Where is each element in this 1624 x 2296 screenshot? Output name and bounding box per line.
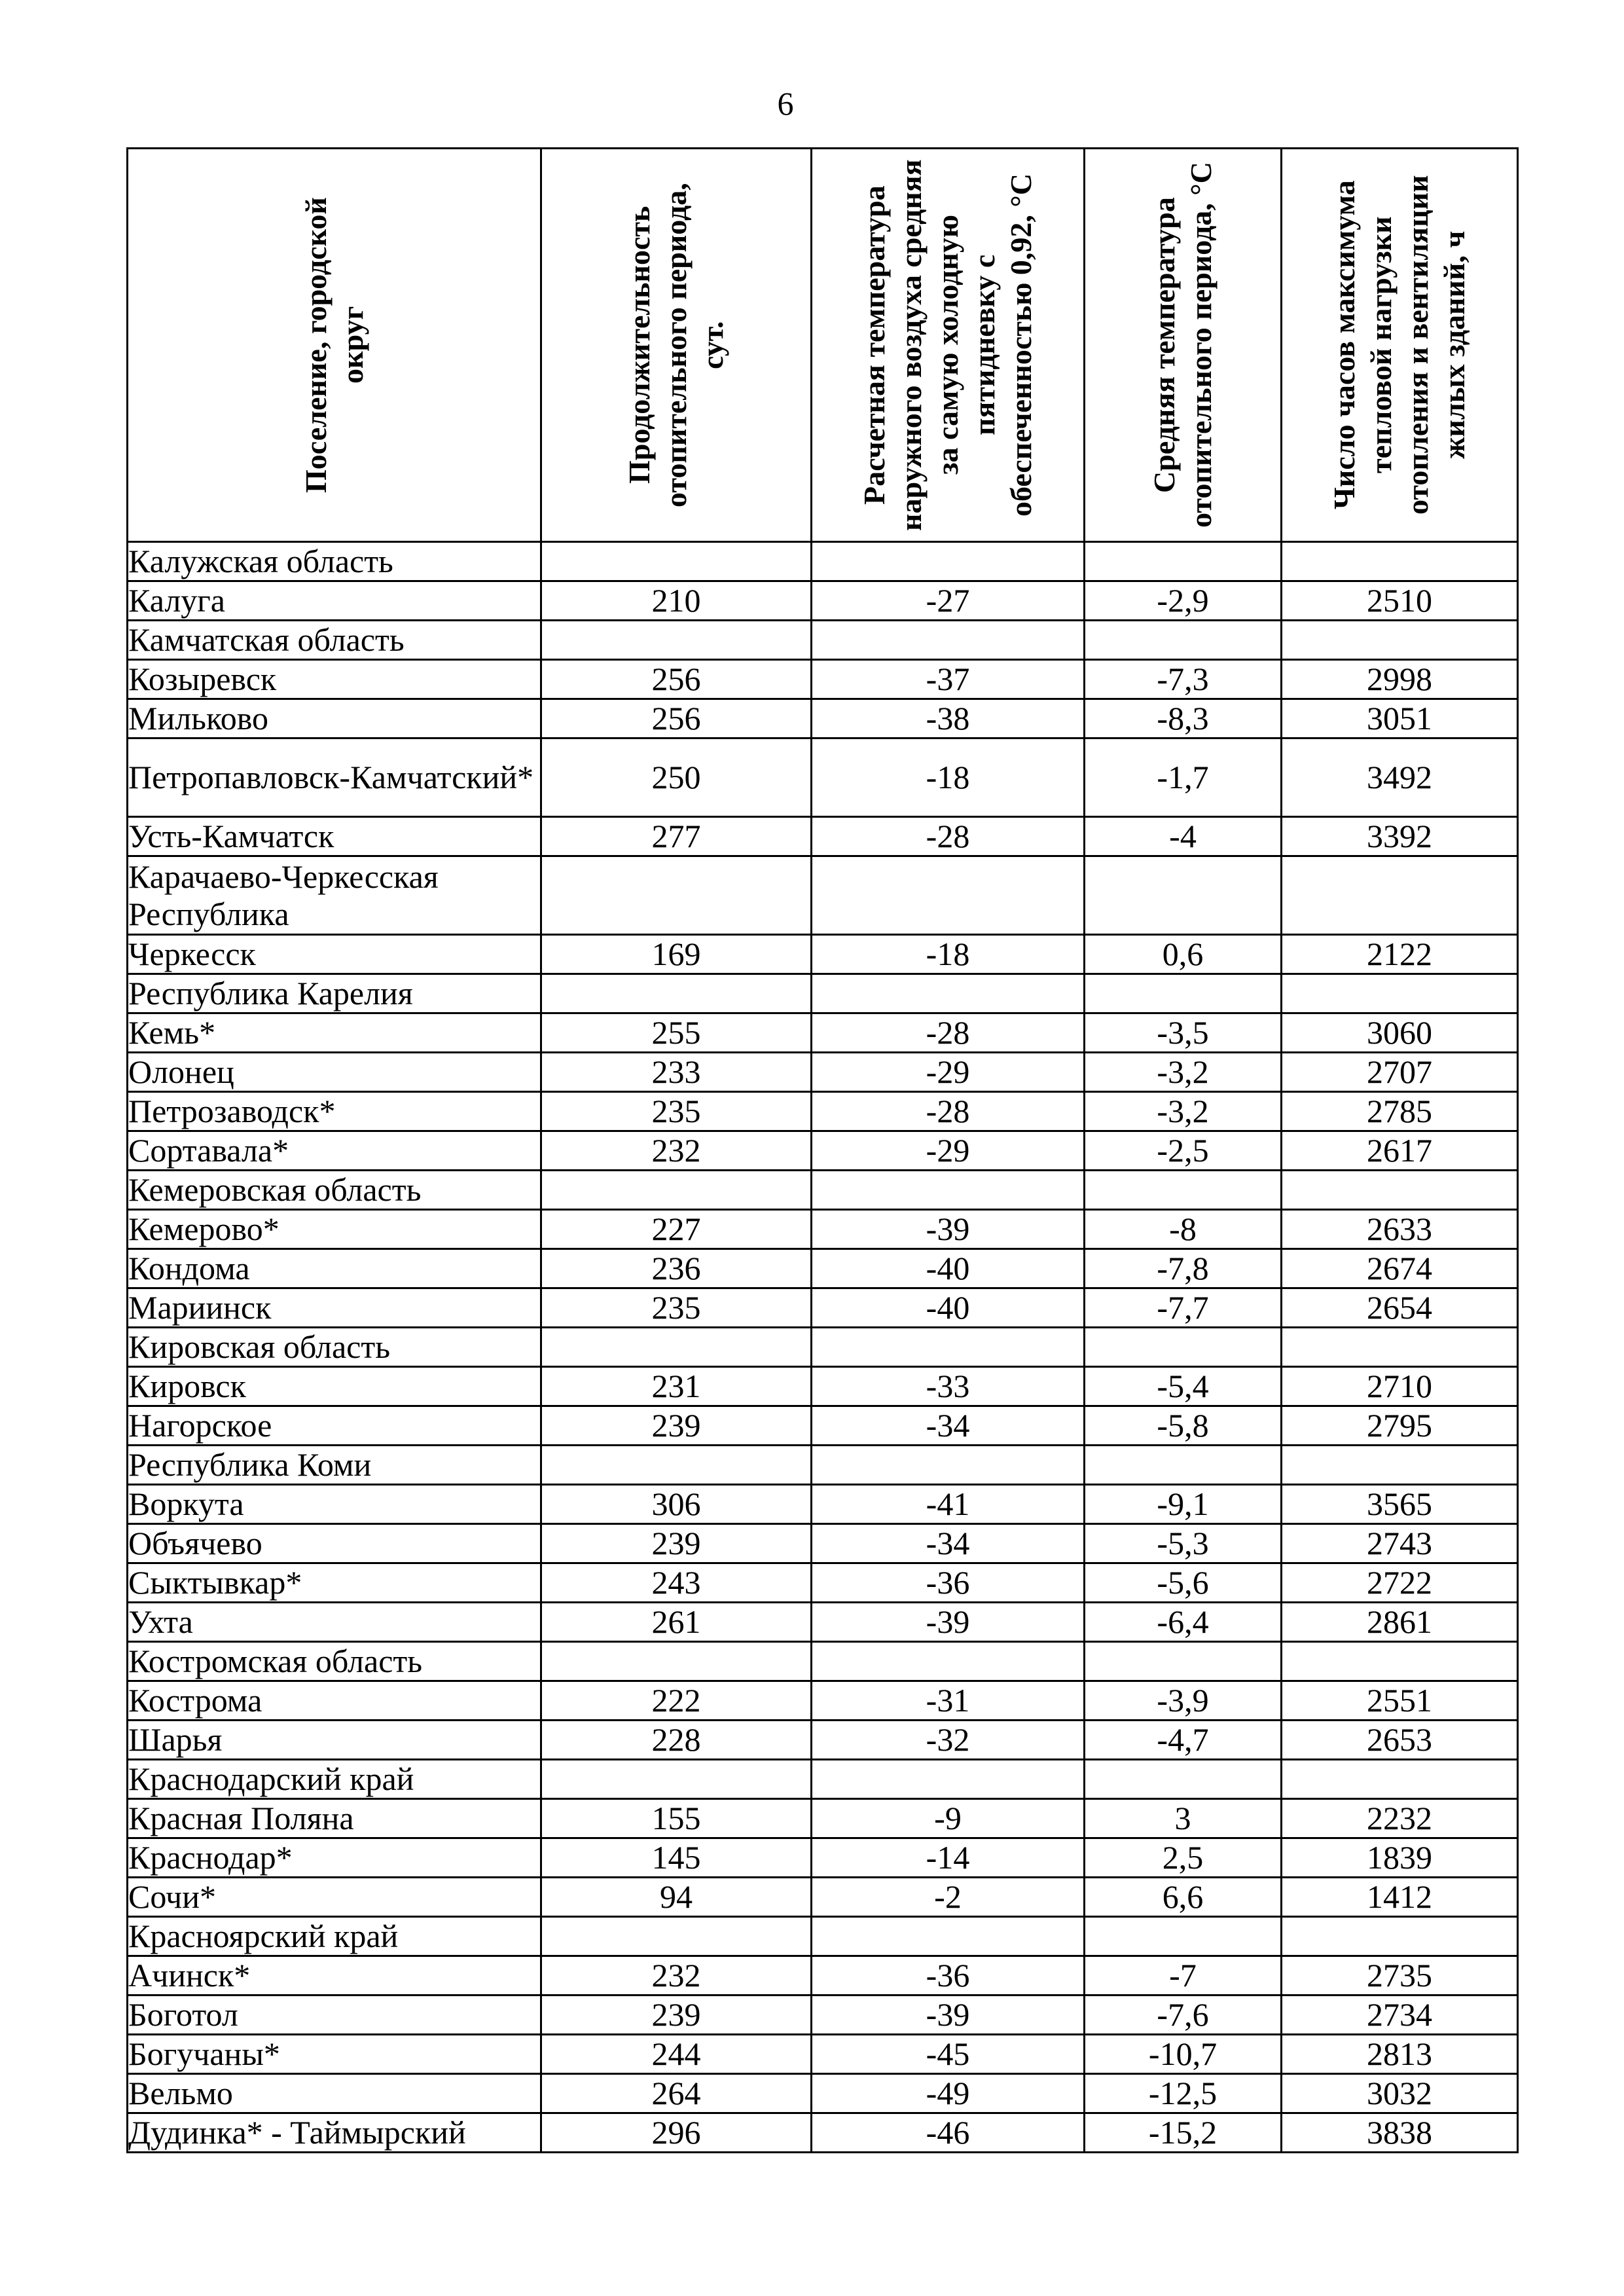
table-row bbox=[128, 1210, 1518, 1249]
settlement-cell: Сыктывкар* bbox=[128, 1563, 541, 1603]
region-row bbox=[128, 1171, 1518, 1210]
design-temperature-cell: -39 bbox=[812, 1210, 1085, 1249]
average-temperature-cell: -6,4 bbox=[1085, 1603, 1282, 1642]
max-load-hours-cell: 1412 bbox=[1282, 1878, 1518, 1917]
max-load-hours-cell bbox=[1282, 1328, 1518, 1367]
design-temperature-cell: -36 bbox=[812, 1563, 1085, 1603]
settlement-cell: Калуга bbox=[128, 581, 541, 621]
average-temperature-cell bbox=[1085, 1642, 1282, 1681]
table-row bbox=[128, 1367, 1518, 1406]
settlement-cell: Кострома bbox=[128, 1681, 541, 1721]
table-row bbox=[128, 1956, 1518, 1995]
max-load-hours-cell: 2232 bbox=[1282, 1799, 1518, 1838]
max-load-hours-cell: 3838 bbox=[1282, 2113, 1518, 2153]
design-temperature-cell: -31 bbox=[812, 1681, 1085, 1721]
design-temperature-cell bbox=[812, 542, 1085, 581]
duration-cell: 296 bbox=[541, 2113, 812, 2153]
design-temperature-cell: -40 bbox=[812, 1249, 1085, 1288]
average-temperature-cell: -7,6 bbox=[1085, 1995, 1282, 2035]
settlement-cell: Калужская область bbox=[128, 542, 541, 581]
average-temperature-cell: -4 bbox=[1085, 817, 1282, 856]
table-row bbox=[128, 2113, 1518, 2153]
max-load-hours-cell: 2674 bbox=[1282, 1249, 1518, 1288]
settlement-cell: Шарья bbox=[128, 1721, 541, 1760]
average-temperature-cell: -2,5 bbox=[1085, 1131, 1282, 1171]
max-load-hours-cell bbox=[1282, 621, 1518, 660]
duration-cell: 94 bbox=[541, 1878, 812, 1917]
max-load-hours-cell: 2861 bbox=[1282, 1603, 1518, 1642]
average-temperature-cell bbox=[1085, 1446, 1282, 1485]
region-row bbox=[128, 1642, 1518, 1681]
max-load-hours-cell: 2795 bbox=[1282, 1406, 1518, 1446]
duration-cell: 169 bbox=[541, 935, 812, 974]
settlement-cell: Кировск bbox=[128, 1367, 541, 1406]
average-temperature-cell: -1,7 bbox=[1085, 738, 1282, 817]
average-temperature-cell bbox=[1085, 856, 1282, 935]
average-temperature-cell: -15,2 bbox=[1085, 2113, 1282, 2153]
design-temperature-cell: -36 bbox=[812, 1956, 1085, 1995]
average-temperature-cell: -5,6 bbox=[1085, 1563, 1282, 1603]
max-load-hours-cell: 2653 bbox=[1282, 1721, 1518, 1760]
header-average-temperature: Средняя температура отопительного периода, °С bbox=[1085, 149, 1282, 542]
max-load-hours-cell: 2785 bbox=[1282, 1092, 1518, 1131]
settlement-cell: Воркута bbox=[128, 1485, 541, 1524]
table-row bbox=[128, 2035, 1518, 2074]
duration-cell: 239 bbox=[541, 1406, 812, 1446]
settlement-cell: Мариинск bbox=[128, 1288, 541, 1328]
design-temperature-cell: -40 bbox=[812, 1288, 1085, 1328]
design-temperature-cell: -29 bbox=[812, 1053, 1085, 1092]
table-row bbox=[128, 1249, 1518, 1288]
design-temperature-cell bbox=[812, 1446, 1085, 1485]
design-temperature-cell: -29 bbox=[812, 1131, 1085, 1171]
average-temperature-cell bbox=[1085, 621, 1282, 660]
settlement-cell: Республика Карелия bbox=[128, 974, 541, 1013]
average-temperature-cell: -7,3 bbox=[1085, 660, 1282, 699]
settlement-cell: Костромская область bbox=[128, 1642, 541, 1681]
average-temperature-cell: -3,2 bbox=[1085, 1053, 1282, 1092]
duration-cell: 233 bbox=[541, 1053, 812, 1092]
duration-cell: 239 bbox=[541, 1524, 812, 1563]
table-row bbox=[128, 1406, 1518, 1446]
settlement-cell: Республика Коми bbox=[128, 1446, 541, 1485]
design-temperature-cell bbox=[812, 1642, 1085, 1681]
region-row bbox=[128, 1917, 1518, 1956]
average-temperature-cell: -3,9 bbox=[1085, 1681, 1282, 1721]
design-temperature-cell: -33 bbox=[812, 1367, 1085, 1406]
average-temperature-cell: -4,7 bbox=[1085, 1721, 1282, 1760]
settlement-cell: Богучаны* bbox=[128, 2035, 541, 2074]
region-row bbox=[128, 621, 1518, 660]
max-load-hours-cell: 3492 bbox=[1282, 738, 1518, 817]
region-row bbox=[128, 856, 1518, 935]
max-load-hours-cell bbox=[1282, 542, 1518, 581]
max-load-hours-cell: 2617 bbox=[1282, 1131, 1518, 1171]
settlement-cell: Карачаево-Черкесская Республика bbox=[128, 856, 541, 935]
max-load-hours-cell: 2551 bbox=[1282, 1681, 1518, 1721]
duration-cell: 235 bbox=[541, 1288, 812, 1328]
table-row bbox=[128, 660, 1518, 699]
average-temperature-cell: -7,8 bbox=[1085, 1249, 1282, 1288]
design-temperature-cell: -18 bbox=[812, 738, 1085, 817]
design-temperature-cell: -34 bbox=[812, 1524, 1085, 1563]
duration-cell: 306 bbox=[541, 1485, 812, 1524]
duration-cell bbox=[541, 1446, 812, 1485]
table-row bbox=[128, 1524, 1518, 1563]
duration-cell: 264 bbox=[541, 2074, 812, 2113]
table-row bbox=[128, 1131, 1518, 1171]
max-load-hours-cell: 3060 bbox=[1282, 1013, 1518, 1053]
duration-cell: 243 bbox=[541, 1563, 812, 1603]
table-row bbox=[128, 1838, 1518, 1878]
duration-cell: 261 bbox=[541, 1603, 812, 1642]
table-row bbox=[128, 1013, 1518, 1053]
max-load-hours-cell: 2510 bbox=[1282, 581, 1518, 621]
settlement-cell: Ачинск* bbox=[128, 1956, 541, 1995]
settlement-cell: Петропавловск-Камчатский* bbox=[128, 738, 541, 817]
duration-cell bbox=[541, 1760, 812, 1799]
settlement-cell: Красная Поляна bbox=[128, 1799, 541, 1838]
design-temperature-cell: -41 bbox=[812, 1485, 1085, 1524]
max-load-hours-cell: 2998 bbox=[1282, 660, 1518, 699]
settlement-cell: Ухта bbox=[128, 1603, 541, 1642]
average-temperature-cell: -12,5 bbox=[1085, 2074, 1282, 2113]
duration-cell: 227 bbox=[541, 1210, 812, 1249]
region-row bbox=[128, 542, 1518, 581]
settlement-cell: Усть-Камчатск bbox=[128, 817, 541, 856]
design-temperature-cell bbox=[812, 621, 1085, 660]
settlement-cell: Кондома bbox=[128, 1249, 541, 1288]
duration-cell bbox=[541, 1917, 812, 1956]
design-temperature-cell bbox=[812, 1171, 1085, 1210]
duration-cell: 277 bbox=[541, 817, 812, 856]
max-load-hours-cell bbox=[1282, 1446, 1518, 1485]
average-temperature-cell: -7,7 bbox=[1085, 1288, 1282, 1328]
duration-cell: 228 bbox=[541, 1721, 812, 1760]
settlement-cell: Нагорское bbox=[128, 1406, 541, 1446]
table-row bbox=[128, 1563, 1518, 1603]
duration-cell: 244 bbox=[541, 2035, 812, 2074]
average-temperature-cell bbox=[1085, 1328, 1282, 1367]
table-row bbox=[128, 738, 1518, 817]
design-temperature-cell: -27 bbox=[812, 581, 1085, 621]
design-temperature-cell: -38 bbox=[812, 699, 1085, 738]
settlement-cell: Сортавала* bbox=[128, 1131, 541, 1171]
table-body bbox=[128, 542, 1518, 2153]
average-temperature-cell: -5,4 bbox=[1085, 1367, 1282, 1406]
settlement-cell: Красноярский край bbox=[128, 1917, 541, 1956]
average-temperature-cell: -3,2 bbox=[1085, 1092, 1282, 1131]
design-temperature-cell bbox=[812, 856, 1085, 935]
average-temperature-cell: 3 bbox=[1085, 1799, 1282, 1838]
max-load-hours-cell: 2735 bbox=[1282, 1956, 1518, 1995]
header-duration: Продолжительность отопительного периода, сут. bbox=[541, 149, 812, 542]
settlement-cell: Кировская область bbox=[128, 1328, 541, 1367]
average-temperature-cell bbox=[1085, 542, 1282, 581]
design-temperature-cell: -14 bbox=[812, 1838, 1085, 1878]
design-temperature-cell: -37 bbox=[812, 660, 1085, 699]
design-temperature-cell: -46 bbox=[812, 2113, 1085, 2153]
duration-cell bbox=[541, 1171, 812, 1210]
table-row bbox=[128, 1092, 1518, 1131]
table-row bbox=[128, 1681, 1518, 1721]
max-load-hours-cell: 2707 bbox=[1282, 1053, 1518, 1092]
average-temperature-cell bbox=[1085, 974, 1282, 1013]
duration-cell bbox=[541, 974, 812, 1013]
design-temperature-cell: -34 bbox=[812, 1406, 1085, 1446]
header-max-load-hours: Число часов максимума тепловой нагрузки отопления и вентиляции жилых зданий, ч bbox=[1282, 149, 1518, 542]
settlement-cell: Петрозаводск* bbox=[128, 1092, 541, 1131]
design-temperature-cell: -39 bbox=[812, 1603, 1085, 1642]
table-row bbox=[128, 1288, 1518, 1328]
design-temperature-cell: -28 bbox=[812, 817, 1085, 856]
settlement-cell: Боготол bbox=[128, 1995, 541, 2035]
table-row bbox=[128, 817, 1518, 856]
settlement-cell: Кемерово* bbox=[128, 1210, 541, 1249]
average-temperature-cell: -8,3 bbox=[1085, 699, 1282, 738]
average-temperature-cell: -5,8 bbox=[1085, 1406, 1282, 1446]
duration-cell: 145 bbox=[541, 1838, 812, 1878]
max-load-hours-cell: 2743 bbox=[1282, 1524, 1518, 1563]
design-temperature-cell bbox=[812, 1328, 1085, 1367]
max-load-hours-cell: 3032 bbox=[1282, 2074, 1518, 2113]
duration-cell bbox=[541, 621, 812, 660]
max-load-hours-cell: 2710 bbox=[1282, 1367, 1518, 1406]
max-load-hours-cell bbox=[1282, 856, 1518, 935]
region-row bbox=[128, 1760, 1518, 1799]
table-row bbox=[128, 1799, 1518, 1838]
region-row bbox=[128, 1446, 1518, 1485]
max-load-hours-cell bbox=[1282, 1917, 1518, 1956]
table-row bbox=[128, 1878, 1518, 1917]
duration-cell: 210 bbox=[541, 581, 812, 621]
table-row bbox=[128, 1053, 1518, 1092]
max-load-hours-cell: 2633 bbox=[1282, 1210, 1518, 1249]
duration-cell: 255 bbox=[541, 1013, 812, 1053]
average-temperature-cell: -2,9 bbox=[1085, 581, 1282, 621]
design-temperature-cell: -28 bbox=[812, 1092, 1085, 1131]
max-load-hours-cell: 3051 bbox=[1282, 699, 1518, 738]
average-temperature-cell bbox=[1085, 1171, 1282, 1210]
average-temperature-cell: -5,3 bbox=[1085, 1524, 1282, 1563]
average-temperature-cell: -8 bbox=[1085, 1210, 1282, 1249]
design-temperature-cell bbox=[812, 974, 1085, 1013]
max-load-hours-cell: 2654 bbox=[1282, 1288, 1518, 1328]
max-load-hours-cell: 1839 bbox=[1282, 1838, 1518, 1878]
max-load-hours-cell: 3392 bbox=[1282, 817, 1518, 856]
max-load-hours-cell bbox=[1282, 1171, 1518, 1210]
duration-cell: 235 bbox=[541, 1092, 812, 1131]
duration-cell: 232 bbox=[541, 1131, 812, 1171]
average-temperature-cell: 2,5 bbox=[1085, 1838, 1282, 1878]
settlement-cell: Дудинка* - Таймырский bbox=[128, 2113, 541, 2153]
average-temperature-cell bbox=[1085, 1760, 1282, 1799]
table-row bbox=[128, 935, 1518, 974]
duration-cell: 232 bbox=[541, 1956, 812, 1995]
region-row bbox=[128, 1328, 1518, 1367]
settlement-cell: Мильково bbox=[128, 699, 541, 738]
table-row bbox=[128, 1721, 1518, 1760]
header-settlement: Поселение, городской округ bbox=[128, 149, 541, 542]
settlement-cell: Краснодарский край bbox=[128, 1760, 541, 1799]
settlement-cell: Объячево bbox=[128, 1524, 541, 1563]
max-load-hours-cell: 2122 bbox=[1282, 935, 1518, 974]
settlement-cell: Козыревск bbox=[128, 660, 541, 699]
duration-cell: 250 bbox=[541, 738, 812, 817]
max-load-hours-cell bbox=[1282, 974, 1518, 1013]
table-row bbox=[128, 699, 1518, 738]
header-design-temperature: Расчетная температура наружного воздуха средняя за самую холодную пятидневку с обеспеченностью 0,92, °С bbox=[812, 149, 1085, 542]
design-temperature-cell: -49 bbox=[812, 2074, 1085, 2113]
settlement-cell: Олонец bbox=[128, 1053, 541, 1092]
design-temperature-cell bbox=[812, 1760, 1085, 1799]
duration-cell: 231 bbox=[541, 1367, 812, 1406]
duration-cell bbox=[541, 1328, 812, 1367]
table-row bbox=[128, 1485, 1518, 1524]
design-temperature-cell: -32 bbox=[812, 1721, 1085, 1760]
settlement-cell: Кемь* bbox=[128, 1013, 541, 1053]
average-temperature-cell: -7 bbox=[1085, 1956, 1282, 1995]
duration-cell bbox=[541, 856, 812, 935]
design-temperature-cell bbox=[812, 1917, 1085, 1956]
settlement-cell: Сочи* bbox=[128, 1878, 541, 1917]
table-row bbox=[128, 1603, 1518, 1642]
duration-cell: 222 bbox=[541, 1681, 812, 1721]
duration-cell bbox=[541, 542, 812, 581]
table-row bbox=[128, 1995, 1518, 2035]
settlement-cell: Кемеровская область bbox=[128, 1171, 541, 1210]
design-temperature-cell: -9 bbox=[812, 1799, 1085, 1838]
duration-cell: 256 bbox=[541, 660, 812, 699]
duration-cell: 236 bbox=[541, 1249, 812, 1288]
design-temperature-cell: -28 bbox=[812, 1013, 1085, 1053]
region-row bbox=[128, 974, 1518, 1013]
max-load-hours-cell: 2734 bbox=[1282, 1995, 1518, 2035]
average-temperature-cell: -3,5 bbox=[1085, 1013, 1282, 1053]
duration-cell bbox=[541, 1642, 812, 1681]
average-temperature-cell: 0,6 bbox=[1085, 935, 1282, 974]
design-temperature-cell: -45 bbox=[812, 2035, 1085, 2074]
settlement-cell: Черкесск bbox=[128, 935, 541, 974]
settlement-cell: Камчатская область bbox=[128, 621, 541, 660]
table-header-row bbox=[128, 149, 1518, 542]
table-row bbox=[128, 581, 1518, 621]
duration-cell: 239 bbox=[541, 1995, 812, 2035]
average-temperature-cell bbox=[1085, 1917, 1282, 1956]
average-temperature-cell: 6,6 bbox=[1085, 1878, 1282, 1917]
duration-cell: 256 bbox=[541, 699, 812, 738]
max-load-hours-cell: 2813 bbox=[1282, 2035, 1518, 2074]
design-temperature-cell: -18 bbox=[812, 935, 1085, 974]
duration-cell: 155 bbox=[541, 1799, 812, 1838]
max-load-hours-cell: 2722 bbox=[1282, 1563, 1518, 1603]
table-row bbox=[128, 2074, 1518, 2113]
max-load-hours-cell: 3565 bbox=[1282, 1485, 1518, 1524]
max-load-hours-cell bbox=[1282, 1760, 1518, 1799]
page-number: 6 bbox=[777, 85, 794, 122]
design-temperature-cell: -39 bbox=[812, 1995, 1085, 2035]
climate-table bbox=[126, 147, 1519, 2153]
design-temperature-cell: -2 bbox=[812, 1878, 1085, 1917]
settlement-cell: Краснодар* bbox=[128, 1838, 541, 1878]
settlement-cell: Вельмо bbox=[128, 2074, 541, 2113]
average-temperature-cell: -10,7 bbox=[1085, 2035, 1282, 2074]
average-temperature-cell: -9,1 bbox=[1085, 1485, 1282, 1524]
max-load-hours-cell bbox=[1282, 1642, 1518, 1681]
